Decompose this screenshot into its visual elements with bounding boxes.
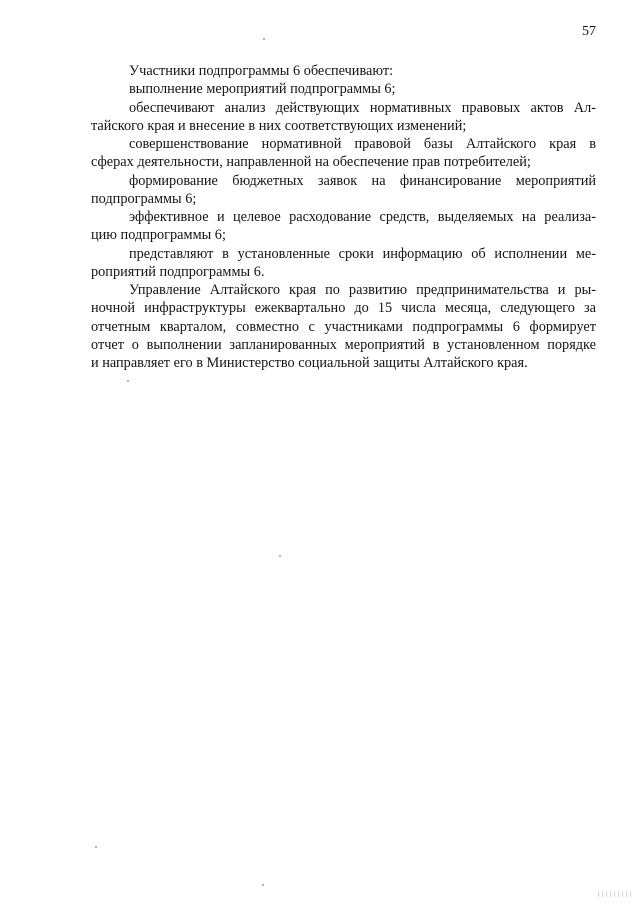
paragraph [91, 281, 596, 372]
paragraph [91, 62, 596, 80]
text-line: отчетным кварталом, совместно с участниками подпрограммы 6 формирует [91, 318, 596, 335]
text-line: и направляет его в Министерство социальной защиты Алтайского края. [91, 355, 528, 371]
paragraph [91, 172, 596, 209]
text-line: обеспечивают анализ действующих нормативных правовых актов Ал- [129, 99, 596, 116]
text-line: сферах деятельности, направленной на обеспечение прав потребителей; [91, 154, 531, 171]
paragraph [91, 245, 596, 282]
paragraph [91, 135, 596, 172]
paragraph [91, 208, 596, 245]
text-line: подпрограммы 6; [91, 190, 197, 207]
text-line: цию подпрограммы 6; [91, 227, 226, 244]
page-number: 57 [582, 24, 596, 39]
text-line: тайского края и внесение в них соответствующих изменений; [91, 117, 467, 134]
text-line: Участники подпрограммы 6 обеспечивают: [129, 63, 394, 79]
scan-artifact [598, 891, 632, 897]
paragraph [91, 99, 596, 136]
document-body [91, 62, 596, 372]
paragraph [91, 80, 596, 98]
text-line: формирование бюджетных заявок на финансирование мероприятий [129, 172, 596, 189]
text-line: совершенствование нормативной правовой базы Алтайского края в [129, 136, 596, 152]
scan-speck [263, 38, 265, 40]
text-line: выполнение мероприятий подпрограммы 6; [129, 81, 396, 98]
scan-speck [127, 380, 129, 382]
text-line: Управление Алтайского края по развитию предпринимательства и ры- [129, 282, 596, 298]
scan-speck [262, 884, 264, 886]
text-line: эффективное и целевое расходование средств, выделяемых на реализа- [129, 209, 596, 225]
text-line: представляют в установленные сроки информацию об исполнении ме- [129, 245, 596, 262]
text-line: роприятий подпрограммы 6. [91, 263, 265, 280]
scan-speck [279, 555, 281, 557]
text-line: отчет о выполнении запланированных мероприятий в установленном порядке [91, 336, 596, 353]
scan-speck [95, 846, 97, 848]
text-line: ночной инфраструктуры ежеквартально до 15 числа месяца, следующего за [91, 300, 596, 317]
